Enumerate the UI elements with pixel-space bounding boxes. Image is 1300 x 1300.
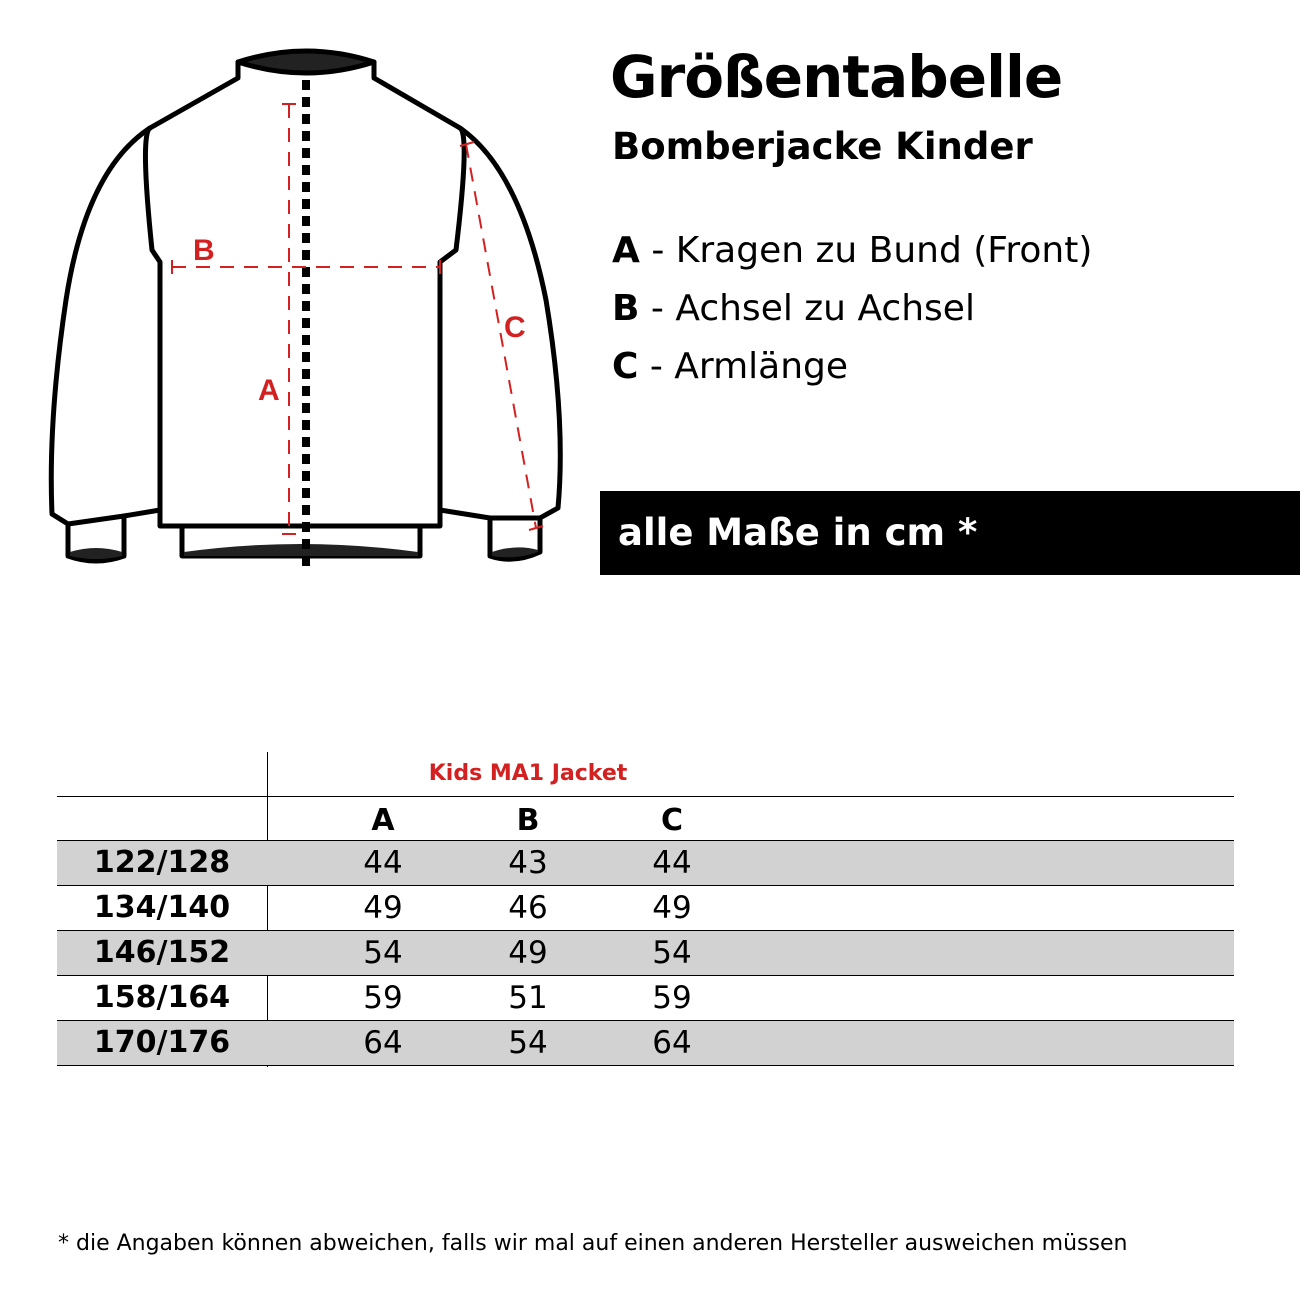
value-cell-c: 64 <box>652 1025 692 1061</box>
table-row <box>57 886 1234 930</box>
table-row <box>57 976 1234 1020</box>
jacket-left-sleeve <box>51 128 160 561</box>
page-subtitle: Bomberjacke Kinder <box>612 125 1033 168</box>
table-rule <box>57 796 1234 797</box>
table-row <box>57 841 1234 885</box>
legend-key: C <box>612 346 639 387</box>
value-cell-c: 49 <box>652 890 692 926</box>
measurement-legend <box>612 222 1092 396</box>
column-header-b: B <box>516 803 540 838</box>
value-cell-c: 59 <box>652 980 692 1016</box>
footnote: * die Angaben können abweichen, falls wir mal auf einen anderen Hersteller ausweichen müssen <box>58 1231 1128 1256</box>
size-cell: 122/128 <box>93 845 231 880</box>
column-header-a: A <box>371 803 395 838</box>
table-row <box>57 931 1234 975</box>
legend-text: - Kragen zu Bund (Front) <box>639 230 1093 271</box>
value-cell-c: 54 <box>652 935 692 971</box>
size-cell: 146/152 <box>93 935 231 970</box>
value-cell-b: 49 <box>508 935 548 971</box>
legend-item-b <box>612 280 1092 338</box>
page-title: Größentabelle <box>610 43 1063 111</box>
table-row <box>57 1021 1234 1065</box>
value-cell-a: 59 <box>363 980 403 1016</box>
table-product-title: Kids MA1 Jacket <box>428 761 628 786</box>
legend-text: - Achsel zu Achsel <box>639 288 975 329</box>
size-cell: 170/176 <box>93 1025 231 1060</box>
unit-note-bar: alle Maße in cm * <box>600 491 1300 575</box>
value-cell-c: 44 <box>652 845 692 881</box>
size-cell: 134/140 <box>93 890 231 925</box>
size-cell: 158/164 <box>93 980 231 1015</box>
legend-key: B <box>612 288 640 329</box>
measure-label-a: A <box>258 374 280 407</box>
jacket-collar <box>238 51 374 73</box>
table-rule <box>57 1065 1234 1066</box>
value-cell-a: 64 <box>363 1025 403 1061</box>
jacket-right-sleeve <box>440 128 560 559</box>
measure-label-c: C <box>504 311 526 344</box>
jacket-hem-band <box>184 544 418 556</box>
value-cell-a: 49 <box>363 890 403 926</box>
jacket-diagram <box>40 30 580 590</box>
legend-item-c <box>612 338 1092 396</box>
value-cell-b: 54 <box>508 1025 548 1061</box>
legend-item-a <box>612 222 1092 280</box>
legend-text: - Armlänge <box>638 346 849 387</box>
legend-key: A <box>612 230 640 271</box>
value-cell-b: 46 <box>508 890 548 926</box>
value-cell-b: 43 <box>508 845 548 881</box>
measure-label-b: B <box>193 234 215 267</box>
value-cell-a: 54 <box>363 935 403 971</box>
value-cell-a: 44 <box>363 845 403 881</box>
column-header-c: C <box>660 803 684 838</box>
value-cell-b: 51 <box>508 980 548 1016</box>
